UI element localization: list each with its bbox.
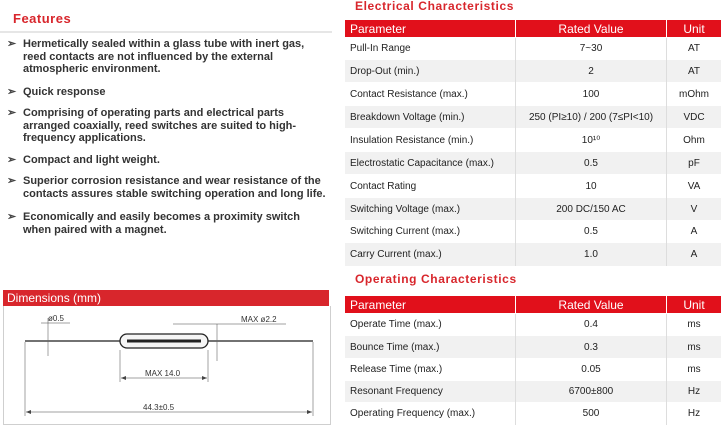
table-row: Operating Frequency (max.) 500 Hz	[345, 403, 721, 425]
features-title: Features	[13, 11, 72, 26]
table-row: Contact Resistance (max.) 100 mOhm	[345, 83, 721, 106]
operating-title: Operating Characteristics	[355, 272, 517, 286]
table-row: Resonant Frequency 6700±800 Hz	[345, 381, 721, 403]
table-row: Carry Current (max.) 1.0 A	[345, 243, 721, 266]
table-row: Operate Time (max.) 0.4 ms	[345, 314, 721, 336]
bullet-arrow-icon: ➢	[7, 153, 17, 166]
header-unit: Unit	[667, 20, 722, 38]
arrow-right-icon	[202, 376, 207, 380]
left-column	[0, 0, 332, 434]
dimensions-title: Dimensions (mm)	[7, 291, 102, 305]
table-row: Drop-Out (min.) 2 AT	[345, 60, 721, 83]
arrow-left-icon	[121, 376, 126, 380]
table-header-row	[345, 20, 721, 38]
header-unit: Unit	[667, 296, 722, 314]
electrical-title: Electrical Characteristics	[355, 0, 515, 13]
arrow-left-icon	[26, 410, 31, 414]
glass-length-label: MAX 14.0	[145, 369, 181, 378]
total-length-label: 44.3±0.5	[143, 403, 175, 412]
table-row: Breakdown Voltage (min.) 250 (PI≥10) / 200 (7≤PI<10) VDC	[345, 106, 721, 129]
electrical-table	[345, 20, 721, 266]
table-row: Insulation Resistance (min.) 10¹⁰ Ohm	[345, 129, 721, 152]
table-header-row	[345, 296, 721, 314]
bullet-arrow-icon: ➢	[7, 211, 17, 223]
feature-item: ➢ Hermetically sealed within a glass tube with inert gas, reed contacts are not influenced by the external atmospheric environment.	[7, 38, 305, 75]
table-row: Contact Rating 10 VA	[345, 175, 721, 198]
arrow-right-icon	[307, 410, 312, 414]
header-parameter: Parameter	[345, 20, 516, 38]
table-row: Switching Voltage (max.) 200 DC/150 AC V	[345, 198, 721, 221]
feature-item: ➢ Superior corrosion resistance and wear resistance of the contacts assures stable switching operation and long life.	[7, 175, 326, 200]
feature-item: ➢ Economically and easily becomes a proximity switch when paired with a magnet.	[7, 211, 300, 236]
features-divider	[0, 31, 332, 33]
header-rated-value: Rated Value	[516, 296, 667, 314]
table-row: Electrostatic Capacitance (max.) 0.5 pF	[345, 152, 721, 175]
table-row: Bounce Time (max.) 0.3 ms	[345, 336, 721, 359]
bullet-arrow-icon: ➢	[7, 85, 17, 98]
feature-item: ➢ Comprising of operating parts and electrical parts arranged coaxially, reed switches are suited to high-frequency applications.	[7, 107, 297, 144]
features-list	[6, 36, 328, 236]
bullet-arrow-icon: ➢	[7, 107, 17, 119]
bullet-arrow-icon: ➢	[7, 38, 17, 50]
operating-table	[345, 296, 721, 425]
bullet-arrow-icon: ➢	[7, 175, 17, 187]
lead-diameter-label: ø0.5	[48, 314, 65, 323]
table-row: Release Time (max.) 0.05 ms	[345, 359, 721, 381]
glass-diameter-label: MAX ø2.2	[241, 315, 277, 324]
table-row: Switching Current (max.) 0.5 A	[345, 221, 721, 243]
feature-item: ➢ Compact and light weight.	[7, 153, 160, 166]
right-column	[343, 0, 724, 434]
feature-item: ➢ Quick response	[7, 85, 106, 98]
header-parameter: Parameter	[345, 296, 516, 314]
header-rated-value: Rated Value	[516, 20, 667, 38]
reed-switch-drawing	[3, 306, 329, 424]
table-row: Pull-In Range 7~30 AT	[345, 38, 721, 60]
